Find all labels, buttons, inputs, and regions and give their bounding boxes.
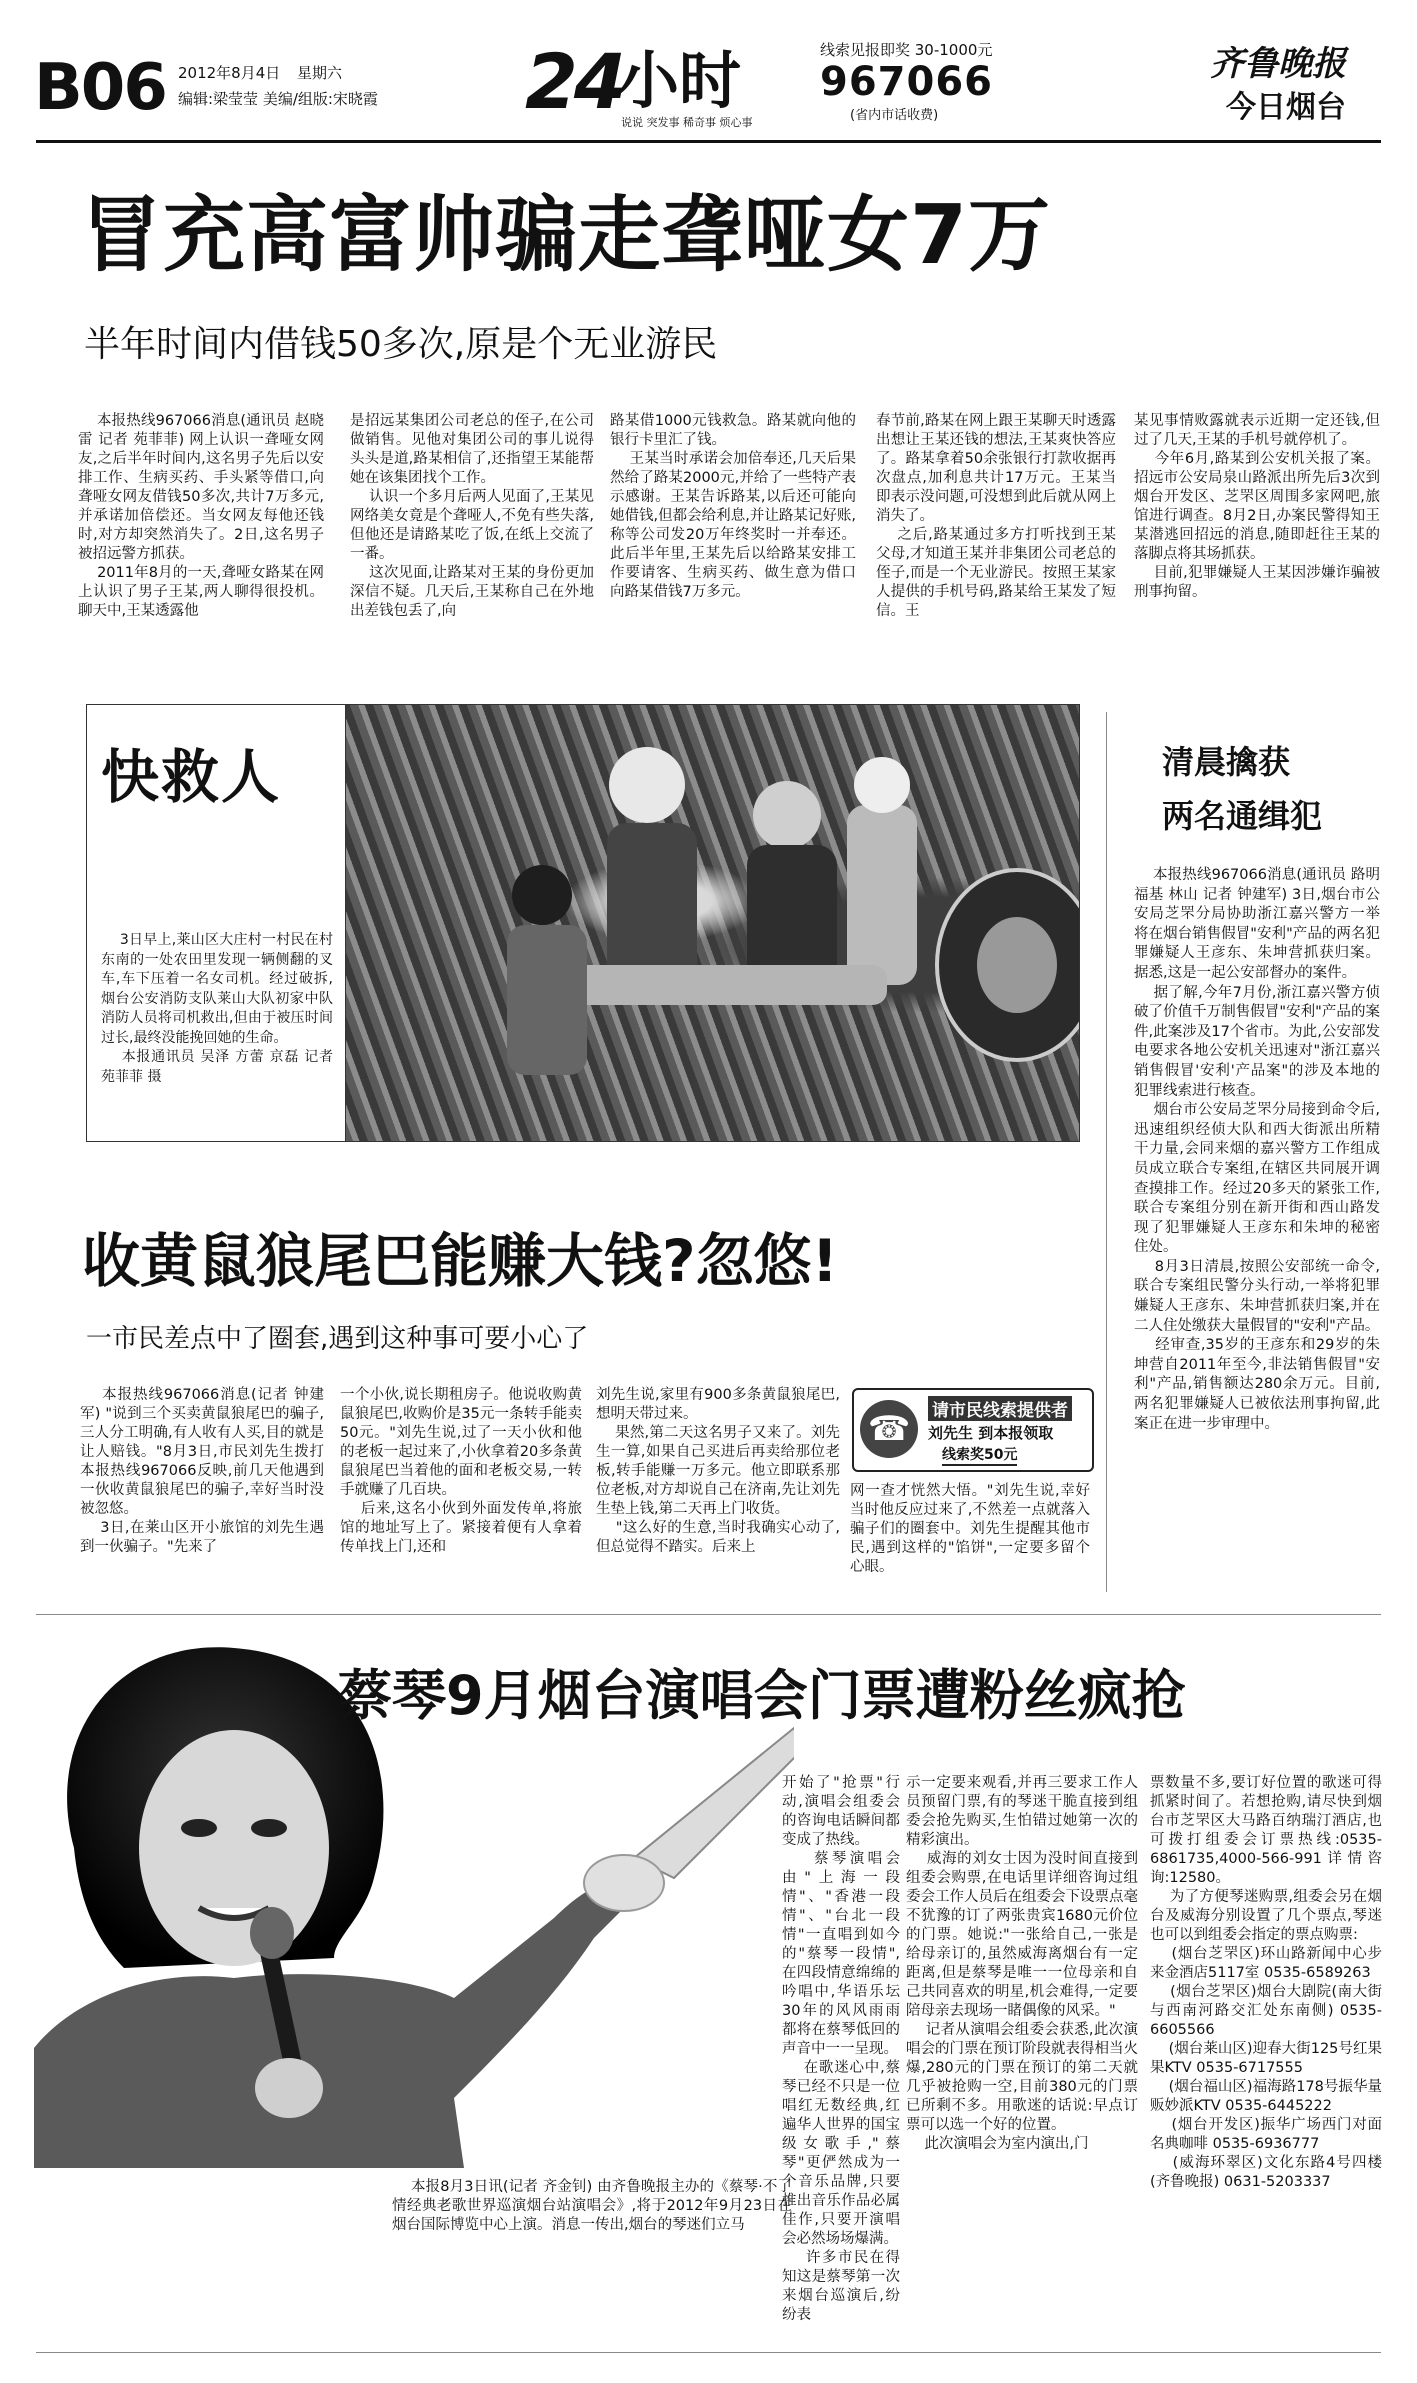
hotline-number: 967066 bbox=[820, 59, 993, 105]
story2-col-4: 网一查才恍然大悟。"刘先生说,幸好当时他反应过来了,不然差一点就落入骗子们的圈套中。刘先生提醒其他市民,遇到这样的"馅饼",一定要多留个心眼。 bbox=[850, 1483, 1090, 1575]
phone-icon: ☎ bbox=[860, 1400, 918, 1458]
story3-col-3: 票数量不多,要订好位置的歌迷可得抓紧时间了。若想抢购,请尽快到烟台市芝罘区大马路百纳瑞汀酒店,也可拨打组委会订票热线:0535-6861735,4000-566-991详情咨询:12580。 为了方便琴迷购票,组委会另在烟台及威海分别设置了几个票点,琴迷也可以到组委会指定的票点购票: (烟台芝罘区)环山路新闻中心步来金酒店5117室 0535-6589263 (烟台芝罘区)烟台大剧院(南大街与西南河路交汇处东南侧) 0535-6605566 (烟台莱山区)迎春大街125号红果果KTV 0535-6717555 (烟台福山区)福海路178号振华量贩妙派KTV 0535-6445222 (烟台开发区)振华广场西门对面名典咖啡 0535-6936777 (威海环翠区)文化东路4号四楼(齐鲁晚报) 0631-5203337 bbox=[1150, 1775, 1383, 2190]
story2-col-1: 本报热线967066消息(记者 钟建军) "说到三个买卖黄鼠狼尾巴的骗子,三人分工明确,有人收有人买,目的就是让人赔钱。"8月3日,市民刘先生拨打本报热线967066反映,前几天他遇到一伙收黄鼠狼尾巴的骗子,幸好当时没被忽悠。 3日,在莱山区开小旅馆的刘先生遇到一伙骗子。"先来了 bbox=[80, 1387, 324, 1555]
sidebar-headline-1: 清晨擒获 bbox=[1162, 743, 1291, 781]
story3-rule bbox=[36, 1614, 1381, 1615]
story3-col-1: 开始了"抢票"行动,演唱会组委会的咨询电话瞬间都变成了热线。 蔡琴演唱会由"上海一段情"、"香港一段情"、"台北一段情"一直唱到如今的"蔡琴一段情",在四段情意绵绵的吟唱中,华语乐坛30年的风风雨雨都将在蔡琴低回的声音中一一呈现。 在歌迷心中,蔡琴已经不只是一位唱红无数经典,红遍华人世界的国宝级女歌手,"蔡琴"更俨然成为一个音乐品牌,只要推出音乐作品必属佳作,只要开演唱会必然场场爆满。 许多市民在得知这是蔡琴第一次来烟台巡演后,纷纷表 bbox=[782, 1775, 901, 2323]
badge-line-2: 刘先生 到本报领取 bbox=[928, 1424, 1054, 1442]
issue-date bbox=[178, 62, 342, 83]
masthead-rule bbox=[36, 140, 1381, 143]
story1-col-4: 春节前,路某在网上跟王某聊天时透露出想让王某还钱的想法,王某爽快答应了。路某拿着50余张银行打款收据再次盘点,加利息共计17万元。王某当即表示没问题,可没想到此后就从网上消失了。 之后,路某通过多方打听找到王某父母,才知道王某并非集团公司老总的侄子,而是一个无业游民。按照王某家人提供的手机号码,路某给王某发了短信。王 bbox=[876, 413, 1117, 619]
sidebar-headline-2: 两名通缉犯 bbox=[1162, 797, 1323, 835]
story3-headline: 蔡琴9月烟台演唱会门票遭粉丝疯抢 bbox=[338, 1664, 1186, 1727]
story2-subhead: 一市民差点中了圈套,遇到这种事可要小心了 bbox=[86, 1324, 589, 1354]
weekday-text: 星期六 bbox=[297, 64, 343, 82]
story3-col-lead: 本报8月3日讯(记者 齐金钊) 由齐鲁晚报主办的《蔡琴·不了情经典老歌世界巡演烟台站演唱会》,将于2012年9月23日在烟台国际博览中心上演。消息一传出,烟台的琴迷们立马 bbox=[392, 2179, 793, 2234]
reward-badge bbox=[852, 1388, 1094, 1472]
editor-credits: 编辑:梁莹莹 美编/组版:宋晓霞 bbox=[178, 90, 378, 108]
edition-name: 今日烟台 bbox=[1226, 90, 1346, 125]
sidebar-rule-left bbox=[1106, 712, 1107, 1592]
hotline-box bbox=[820, 40, 1030, 135]
sidebar-body: 本报热线967066消息(通讯员 路明 福基 林山 记者 钟建军) 3日,烟台市公安局芝罘分局协助浙江嘉兴警方一举将在烟台销售假冒"安利"产品的两名犯罪嫌疑人王彦东、朱坤营抓获归案。据悉,这是一起公安部督办的案件。 据了解,今年7月份,浙江嘉兴警方侦破了价值千万制售假冒"安利"产品的案件,此案涉及17个省市。为此,公安部发电要求各地公安机关迅速对"浙江嘉兴销售假冒'安利'产品案"的涉及本地的犯罪线索进行核查。 烟台市公安局芝罘分局接到命令后,迅速组织经侦大队和西大街派出所精干力量,会同来烟的嘉兴警方工作组成员成立联合专案组,在辖区共同展开调查摸排工作。经过20多天的紧张工作,联合专案组分别在新开街和西山路发现了犯罪嫌疑人王彦东和朱坤的秘密住处。 8月3日清晨,按照公安部统一命令,联合专案组民警分头行动,一举将犯罪嫌疑人王彦东、朱坤营抓获归案,并在二人住处缴获大量假冒的"安利"产品。 经审查,35岁的王彦东和29岁的朱坤营自2011年至今,非法销售假冒"安利"产品,销售额达280余万元。目前,两名犯罪嫌疑人已被依法刑事拘留,此案正在进一步审理中。 bbox=[1134, 867, 1381, 1432]
story1-col-3: 路某借1000元钱救急。路某就向他的银行卡里汇了钱。 王某当时承诺会加倍奉还,几天后果然给了路某2000元,并给了一些特产表示感谢。王某告诉路某,以后还可能向她借钱,但都会给利息,并让路某记好账,称等公司发20万年终奖时一并奉还。此后半年里,王某先后以给路某安排工作要请客、生病买药、做生意为借口向路某借钱7万多元。 bbox=[610, 413, 857, 600]
newspaper-logo: 齐鲁晚报 bbox=[1210, 44, 1346, 84]
story2-col-3: 刘先生说,家里有900多条黄鼠狼尾巴,想明天带过来。 果然,第二天这名男子又来了。刘先生一算,如果自己买进后再卖给那位老板,转手能赚一万多元。他立即联系那位老板,对方却说自己在济南,先让刘先生垫上钱,第二天再上门收货。 "这么好的生意,当时我确实心动了,但总觉得不踏实。后来上 bbox=[596, 1387, 841, 1555]
story1-col-1: 本报热线967066消息(通讯员 赵晓雷 记者 苑菲菲) 网上认识一聋哑女网友,之后半年时间内,这名男子先后以安排工作、生病买药、手头紧等借口,向聋哑女网友借钱50多次,共计7万多元,并承诺加倍偿还。当女网友每他还钱时,对方却突然消失了。2日,这名男子被招远警方抓获。 2011年8月的一天,聋哑女路某在网上认识了男子王某,两人聊得很投机。聊天中,王某透露他 bbox=[78, 413, 324, 619]
story2-headline: 收黄鼠狼尾巴能赚大钱?忽悠! bbox=[82, 1227, 839, 1295]
story1-col-5: 某见事情败露就表示近期一定还钱,但过了几天,王某的手机号就停机了。 今年6月,路某到公安机关报了案。招远市公安局泉山路派出所先后3次到烟台开发区、芝罘区周围多家网吧,旅馆进行调查。8月2日,办案民警得知王某潜逃回招远的消息,随即赶往王某的落脚点将其场抓获。 目前,犯罪嫌疑人王某因涉嫌诈骗被刑事拘留。 bbox=[1134, 413, 1381, 600]
story1-subhead: 半年时间内借钱50多次,原是个无业游民 bbox=[84, 324, 718, 365]
rescue-photo bbox=[86, 704, 1080, 1142]
date-text: 2012年8月4日 bbox=[178, 64, 281, 82]
column-logo bbox=[525, 37, 815, 132]
rescue-caption-box bbox=[87, 705, 346, 1141]
hotline-sub: (省内市话收费) bbox=[850, 108, 939, 123]
bottom-rule bbox=[36, 2352, 1381, 2353]
column-name: 小时 bbox=[617, 44, 742, 117]
badge-line-3: 线索奖50元 bbox=[942, 1444, 1017, 1466]
page-number: B06 bbox=[34, 51, 166, 125]
story1-col-2: 是招远某集团公司老总的侄子,在公司做销售。见他对集团公司的事儿说得头头是道,路某相信了,还指望王某能帮她在该集团找个工作。 认识一个多月后两人见面了,王某见网络美女竟是个聋哑人,不免有些失落,但他还是请路某吃了饭,在纸上交流了一番。 这次见面,让路某对王某的身份更加深信不疑。几天后,王某称自己在外地出差钱包丢了,向 bbox=[350, 413, 595, 619]
rescue-title: 快救人 bbox=[101, 743, 282, 811]
rescue-caption: 3日早上,莱山区大庄村一村民在村东南的一处农田里发现一辆侧翻的叉车,车下压着一名女司机。经过破拆,烟台公安消防支队莱山大队初家中队消防人员将司机救出,但由于被压时间过长,最终没能挽回她的生命。 本报通讯员 吴泽 方蕾 京磊 记者 苑菲菲 摄 bbox=[101, 932, 333, 1085]
column-tagline: 说说 突发事 稀奇事 烦心事 bbox=[621, 116, 753, 129]
story1-headline: 冒充高富帅骗走聋哑女7万 bbox=[80, 188, 1052, 283]
story2-col-2: 一个小伙,说长期租房子。他说收购黄鼠狼尾巴,收购价是35元一条转手能卖50元。"刘先生说,过了一天小伙和他的老板一起过来了,小伙拿着20多条黄鼠狼尾巴当着他的面和老板交易,一转手就赚了几百块。 后来,这名小伙到外面发传单,将旅馆的地址写上了。紧接着便有人拿着传单找上门,还和 bbox=[340, 1387, 583, 1555]
story3-col-2: 示一定要来观看,并再三要求工作人员预留门票,有的琴迷干脆直接到组委会抢先购买,生怕错过她第一次的精彩演出。 威海的刘女士因为没时间直接到组委会购票,在电话里详细咨询过组委会工作人员后在组委会下设票点毫不犹豫的订了两张贵宾1680元价位的门票。她说:"一张给自己,一张是给母亲订的,虽然威海离烟台有一定距离,但是蔡琴是唯一一位母亲和自己共同喜欢的明星,机会难得,一定要陪母亲去现场一睹偶像的风采。" 记者从演唱会组委会获悉,此次演唱会的门票在预订阶段就表得相当火爆,280元的门票在预订的第二天就几乎被抢购一空,目前380元的门票已所剩不多。用歌迷的话说:早点订票可以选一个好的位置。 此次演唱会为室内演出,门 bbox=[906, 1775, 1139, 2152]
column-number: 24 bbox=[525, 37, 623, 126]
hotline-note: 线索见报即奖 30-1000元 bbox=[820, 41, 993, 59]
badge-line-1: 请市民线索提供者 bbox=[928, 1396, 1072, 1421]
